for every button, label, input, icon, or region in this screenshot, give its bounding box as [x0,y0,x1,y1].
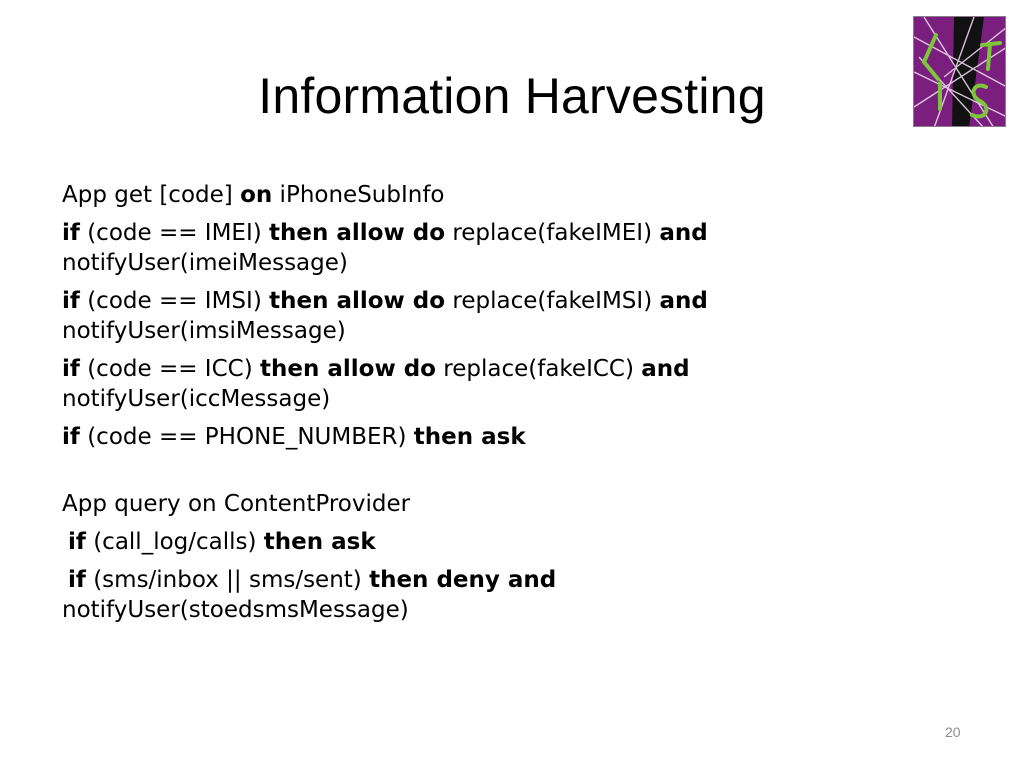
slide-body [62,180,962,625]
condition: (call_log/calls) [85,529,264,555]
keyword: and [641,356,690,382]
condition: (code == IMSI) [79,288,270,314]
keyword: and [659,220,708,246]
notify-action: notifyUser(imsiMessage) [62,318,346,344]
spacer [62,452,962,489]
rule-call-log [62,527,962,557]
lts-logo-icon [913,16,1006,127]
keyword: then allow do [269,220,446,246]
condition: (code == ICC) [79,356,260,382]
rule-phone-number [62,422,962,452]
page-number: 20 [945,724,961,740]
keyword: if [62,220,80,246]
notify-action: notifyUser(iccMessage) [62,386,331,412]
notify-action: notifyUser(imeiMessage) [62,250,348,276]
keyword: then ask [413,424,526,450]
rule-sms [62,565,962,625]
action: replace(fakeIMSI) [445,288,660,314]
rule-imei [62,218,962,278]
keyword: and [659,288,708,314]
condition: (code == PHONE_NUMBER) [79,424,414,450]
condition: (code == IMEI) [79,220,270,246]
rule-header-iphonesubinfo [62,180,962,210]
keyword: then deny and [369,567,557,593]
keyword: if [62,356,80,382]
keyword: on [240,182,273,208]
keyword: if [68,567,86,593]
text: App get [code] [62,182,241,208]
keyword: if [62,424,80,450]
keyword: then ask [263,529,376,555]
keyword: if [62,288,80,314]
notify-action: notifyUser(stoedsmsMessage) [62,597,409,623]
action: replace(fakeIMEI) [445,220,660,246]
keyword: then allow do [260,356,436,382]
text: iPhoneSubInfo [272,182,445,208]
rule-header-contentprovider: App query on ContentProvider [62,491,411,517]
action: replace(fakeICC) [435,356,642,382]
rule-icc [62,354,962,414]
keyword: if [68,529,86,555]
keyword: then allow do [269,288,446,314]
slide-title: Information Harvesting [258,68,766,124]
condition: (sms/inbox || sms/sent) [85,567,370,593]
rule-imsi [62,286,962,346]
